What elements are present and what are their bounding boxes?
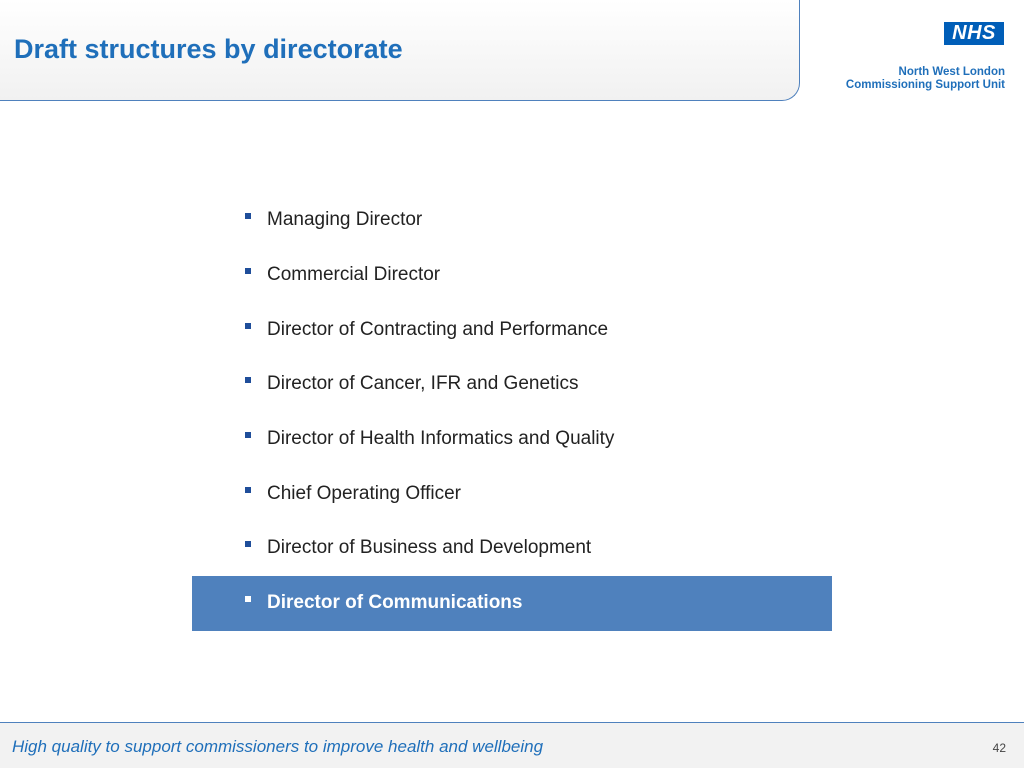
list-item-label: Director of Business and Development [267,537,592,559]
list-item-label: Chief Operating Officer [267,482,461,504]
list-item [192,521,832,576]
square-bullet-icon [245,323,251,329]
list-item-highlighted [192,576,832,631]
list-item-label: Commercial Director [267,264,441,286]
list-item [192,412,832,467]
square-bullet-icon [245,432,251,438]
title-banner [0,0,800,101]
page-number: 42 [992,741,1006,755]
list-item-label: Director of Health Informatics and Quality [267,428,615,450]
directorate-list [192,193,832,631]
footer-tagline: High quality to support commissioners to improve health and wellbeing [12,737,544,756]
list-item [192,193,832,248]
org-name-line-1: North West London [898,66,1005,78]
square-bullet-icon [245,213,251,219]
square-bullet-icon [245,268,251,274]
square-bullet-icon [245,596,251,602]
list-item-label: Director of Contracting and Performance [267,318,609,340]
square-bullet-icon [245,541,251,547]
square-bullet-icon [245,377,251,383]
list-item-label: Director of Cancer, IFR and Genetics [267,373,579,395]
list-item [192,357,832,412]
slide-title: Draft structures by directorate [14,34,403,64]
nhs-logo: NHS [944,22,1004,45]
square-bullet-icon [245,487,251,493]
list-item-label: Managing Director [267,209,423,231]
list-item [192,248,832,303]
list-item-label: Director of Communications [267,592,523,614]
org-name-line-2: Commissioning Support Unit [845,79,1005,91]
footer [0,722,1024,768]
list-item [192,466,832,521]
list-item [192,302,832,357]
